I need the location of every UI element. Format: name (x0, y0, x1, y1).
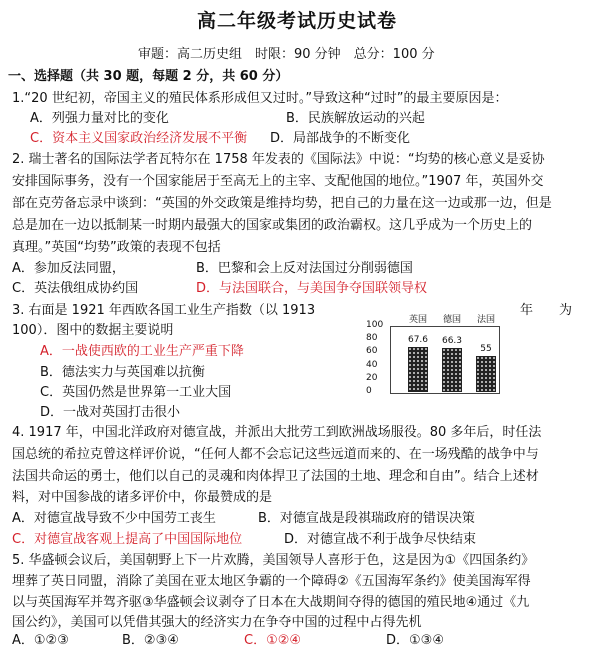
bar (408, 347, 428, 392)
industrial-index-chart (366, 312, 506, 394)
category-label: 英国 (408, 315, 427, 325)
q4-option-d: D．对德宣战不利于战争尽快结束 (284, 532, 477, 547)
q5-line-4: 国公约》，美国可以凭借其强大的经济实力在争夺中国的过程中占得先机 (12, 615, 422, 630)
q2-line-5: 真理。”英国“均势”政策的表现不包括 (12, 240, 221, 255)
q5-option-c: C．①②④ (244, 633, 302, 648)
q3-line-2: 100）．图中的数据主要说明 (12, 323, 174, 338)
exam-title: 高二年级考试历史试卷 (196, 10, 397, 32)
q4-option-c: C．对德宣战客观上提高了中国国际地位 (12, 532, 243, 547)
q1-stem: 1.“20 世纪初，帝国主义的殖民体系形成但又过时。”导致这种“过时”的最主要原因是： (12, 91, 508, 106)
q1-option-c: C．资本主义国家政治经济发展不平衡 (30, 131, 248, 146)
y-tick-label: 80 (366, 333, 378, 344)
q2-line-1: 2. 瑞士著名的国际法学者瓦特尔在 1758 年发表的《国际法》中说：“均势的核心意义是妥协 (12, 152, 545, 167)
exam-meta: 审题：高二历史组 时限：90 分钟 总分：100 分 (138, 47, 435, 62)
q4-line-1: 4. 1917 年，中国北洋政府对德宣战，并派出大批劳工到欧洲战场服役。80 多年后，时任法 (12, 425, 542, 440)
q5-option-b: B．②③④ (122, 633, 179, 648)
q2-line-4: 总是加在一边以抵制某一时期内最强大的国家或集团的政治霸权。这几乎成为一个历史上的 (12, 218, 533, 233)
y-tick-label: 60 (366, 346, 378, 357)
bar (476, 356, 496, 392)
q3-option-d: D．一战对英国打击很小 (40, 405, 181, 420)
q1-option-b: B．民族解放运动的兴起 (286, 111, 425, 126)
bar-value-label: 55 (480, 343, 492, 354)
q4-option-b: B．对德宣战是段祺瑞政府的错误决策 (258, 511, 475, 526)
q5-option-a: A．①②③ (12, 633, 69, 648)
bar-value-label: 67.6 (407, 335, 429, 346)
q1-option-d: D．局部战争的不断变化 (270, 131, 411, 146)
q5-line-3: 以与英国海军并驾齐驱③华盛顿会议剥夺了日本在大战期间夺得的德国的殖民地④通过《九 (12, 595, 530, 610)
q5-option-d: D．①③④ (386, 633, 444, 648)
y-tick-label: 40 (366, 359, 378, 370)
q2-option-d: D．与法国联合，与美国争夺国联领导权 (196, 281, 428, 296)
q3-line-1: 3. 右面是 1921 年西欧各国工业生产指数（以 1913 (12, 303, 316, 318)
category-label: 德国 (442, 315, 461, 325)
q3-option-a: A．一战使西欧的工业生产严重下降 (40, 344, 244, 359)
q4-line-2: 国总统的希拉克曾这样评价说，“任何人都不会忘记这些远道而来的、在一场残酷的战争中与 (12, 447, 539, 462)
q5-line-2: 埋葬了英日同盟，消除了美国在亚太地区争霸的一个障碍②《五国海军条约》使美国海军得 (12, 574, 531, 589)
q3-line-1-tail: 年 为 (520, 303, 573, 318)
q4-option-a: A．对德宣战导致不少中国劳工丧生 (12, 511, 216, 526)
section-heading: 一、选择题（共 30 题，每题 2 分，共 60 分） (8, 69, 289, 84)
y-tick-label: 20 (366, 372, 378, 383)
q2-line-2: 安排国际事务，没有一个国家能居于至高无上的主宰、支配他国的地位。”1907 年，英国外交 (12, 174, 544, 189)
q1-option-a: A．列强力量对比的变化 (30, 111, 169, 126)
q5-line-1: 5. 华盛顿会议后，美国朝野上下一片欢腾，美国领导人喜形于色，这是因为①《四国条约》 (12, 553, 535, 568)
q2-option-c: C．英法俄组成协约国 (12, 281, 139, 296)
q4-line-4: 料，对中国参战的诸多评价中，你最赞成的是 (12, 490, 273, 505)
y-tick-label: 0 (366, 386, 372, 396)
category-label: 法国 (476, 315, 495, 325)
q2-option-a: A．参加反法同盟， (12, 261, 125, 276)
y-tick-label: 100 (366, 320, 384, 330)
q2-option-b: B．巴黎和会上反对法国过分削弱德国 (196, 261, 413, 276)
q4-line-3: 法国共命运的勇士，他们以自己的灵魂和肉体捍卫了法国的土地、理念和自由”。结合上述材 (12, 469, 539, 484)
q2-line-3: 部在克劳备忘录中谈到：“英国的外交政策是维持均势，把自己的力量在这一边或那一边，但是 (12, 196, 552, 211)
bar (442, 348, 462, 392)
bar-value-label: 66.3 (441, 336, 463, 347)
q3-option-b: B．德法实力与英国难以抗衡 (40, 365, 205, 380)
q3-option-c: C．英国仍然是世界第一工业大国 (40, 385, 232, 400)
